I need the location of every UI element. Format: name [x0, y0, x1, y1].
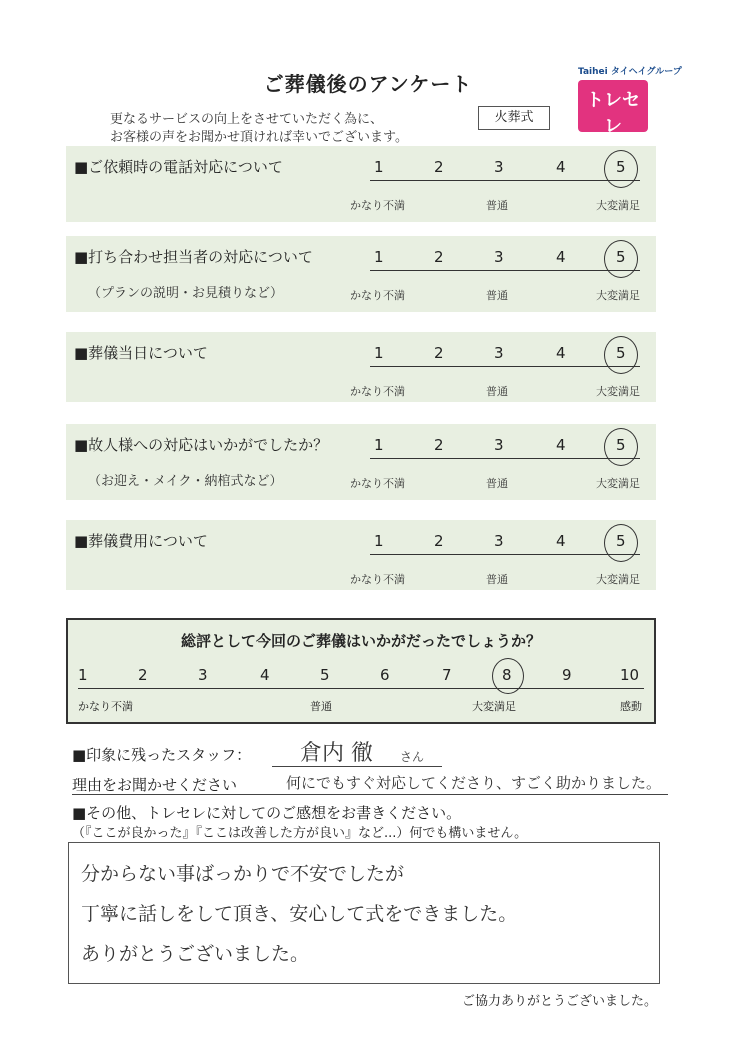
overall-scale-number[interactable]: 8: [502, 666, 512, 684]
scale-line: [370, 366, 640, 367]
overall-scale-number[interactable]: 4: [260, 666, 270, 684]
scale-line: [370, 458, 640, 459]
scale-label-high: 大変満足: [596, 289, 640, 302]
intro-text-1: 更なるサービスの向上をさせていただく為に、: [110, 112, 384, 127]
scale-number[interactable]: 3: [494, 436, 504, 454]
scale-number[interactable]: 4: [556, 158, 566, 176]
question-panel: [66, 424, 656, 500]
comments-label: ■その他、トレセレに対してのご感想をお書きください。: [72, 804, 462, 822]
scale-number[interactable]: 5: [616, 158, 626, 176]
overall-scale-number[interactable]: 6: [380, 666, 390, 684]
scale-number[interactable]: 2: [434, 436, 444, 454]
overall-label-high: 大変満足: [472, 700, 516, 713]
scale-label-low: かなり不満: [350, 385, 405, 398]
page-title: ご葬儀後のアンケート: [263, 72, 473, 96]
overall-rating-panel: [66, 618, 656, 724]
reason-label: 理由をお聞かせください: [72, 776, 238, 794]
scale-number[interactable]: 5: [616, 532, 626, 550]
scale-label-high: 大変満足: [596, 385, 640, 398]
scale-number[interactable]: 1: [374, 248, 384, 266]
question-panel: [66, 236, 656, 312]
scale-line: [370, 554, 640, 555]
scale-number[interactable]: 1: [374, 436, 384, 454]
ceremony-type-box: 火葬式: [478, 106, 550, 130]
scale-label-mid: 普通: [486, 477, 508, 490]
scale-label-low: かなり不満: [350, 573, 405, 586]
footer-thanks: ご協力ありがとうございました。: [462, 994, 658, 1009]
overall-label-mid: 普通: [310, 700, 332, 713]
staff-underline: [272, 766, 442, 767]
comments-box: [68, 842, 660, 984]
scale-line: [370, 180, 640, 181]
question-label: ■葬儀当日について: [74, 344, 208, 362]
scale-line: [370, 270, 640, 271]
scale-label-low: かなり不満: [350, 199, 405, 212]
question-sublabel: （プランの説明・お見積りなど）: [88, 286, 284, 301]
overall-title: 総評として今回のご葬儀はいかがだったでしょうか？: [180, 632, 541, 650]
brand-logo-main: トレセレ: [586, 90, 640, 137]
overall-scale-number[interactable]: 9: [562, 666, 572, 684]
scale-label-mid: 普通: [486, 385, 508, 398]
scale-label-mid: 普通: [486, 573, 508, 586]
scale-number[interactable]: 4: [556, 532, 566, 550]
scale-number[interactable]: 2: [434, 248, 444, 266]
question-panel: [66, 332, 656, 402]
question-label: ■葬儀費用について: [74, 532, 208, 550]
overall-scale-line: [78, 688, 644, 689]
scale-number[interactable]: 2: [434, 158, 444, 176]
overall-selected-circle: [492, 658, 524, 694]
overall-scale-number[interactable]: 7: [442, 666, 452, 684]
intro-text-2: お客様の声をお聞かせ頂ければ幸いでございます。: [110, 130, 408, 145]
overall-label-low: かなり不満: [78, 700, 133, 713]
scale-number[interactable]: 2: [434, 532, 444, 550]
selected-answer-circle: [604, 428, 638, 466]
scale-label-high: 大変満足: [596, 199, 640, 212]
comment-line-3: ありがとうございました。: [81, 943, 310, 965]
overall-scale-number[interactable]: 3: [198, 666, 208, 684]
selected-answer-circle: [604, 240, 638, 278]
scale-number[interactable]: 5: [616, 344, 626, 362]
overall-label-top: 感動: [620, 700, 642, 713]
selected-answer-circle: [604, 150, 638, 188]
staff-label: ■印象に残ったスタッフ：: [72, 746, 252, 764]
scale-label-mid: 普通: [486, 289, 508, 302]
question-label: ■故人様への対応はいかがでしたか？: [74, 436, 329, 454]
scale-number[interactable]: 3: [494, 532, 504, 550]
question-sublabel: （お迎え・メイク・納棺式など）: [88, 474, 283, 489]
scale-number[interactable]: 3: [494, 248, 504, 266]
scale-number[interactable]: 1: [374, 158, 384, 176]
scale-label-low: かなり不満: [350, 289, 405, 302]
staff-name: 倉内 徹: [300, 741, 373, 766]
scale-number[interactable]: 1: [374, 532, 384, 550]
question-label: ■ご依頼時の電話対応について: [74, 158, 283, 176]
overall-scale-number[interactable]: 1: [78, 666, 88, 684]
overall-scale-number[interactable]: 5: [320, 666, 330, 684]
scale-label-low: かなり不満: [350, 477, 405, 490]
scale-label-high: 大変満足: [596, 573, 640, 586]
scale-number[interactable]: 2: [434, 344, 444, 362]
scale-number[interactable]: 3: [494, 158, 504, 176]
scale-number[interactable]: 1: [374, 344, 384, 362]
question-panel: [66, 520, 656, 590]
question-panel: [66, 146, 656, 222]
brand-logo: [578, 80, 648, 137]
staff-name-suffix: さん: [400, 750, 425, 764]
scale-label-high: 大変満足: [596, 477, 640, 490]
comment-line-2: 丁寧に話しをして頂き、安心して式をできました。: [81, 903, 518, 925]
reason-text: 何にでもすぐ対応してくださり、すごく助かりました。: [286, 774, 662, 792]
selected-answer-circle: [604, 524, 638, 562]
reason-underline: [72, 794, 668, 795]
scale-number[interactable]: 4: [556, 344, 566, 362]
scale-number[interactable]: 3: [494, 344, 504, 362]
overall-scale-number[interactable]: 2: [138, 666, 148, 684]
scale-number[interactable]: 4: [556, 436, 566, 454]
question-label: ■打ち合わせ担当者の対応について: [74, 248, 313, 266]
selected-answer-circle: [604, 336, 638, 374]
scale-number[interactable]: 4: [556, 248, 566, 266]
comments-sublabel: （『ここが良かった』『ここは改善した方が良い』など...）何でも構いません。: [72, 826, 528, 841]
overall-scale-number[interactable]: 10: [620, 666, 640, 684]
scale-number[interactable]: 5: [616, 436, 626, 454]
comment-line-1: 分からない事ばっかりで不安でしたが: [81, 863, 405, 885]
scale-label-mid: 普通: [486, 199, 508, 212]
company-logo-text: Taihei タイヘイグループ: [578, 67, 682, 77]
scale-number[interactable]: 5: [616, 248, 626, 266]
